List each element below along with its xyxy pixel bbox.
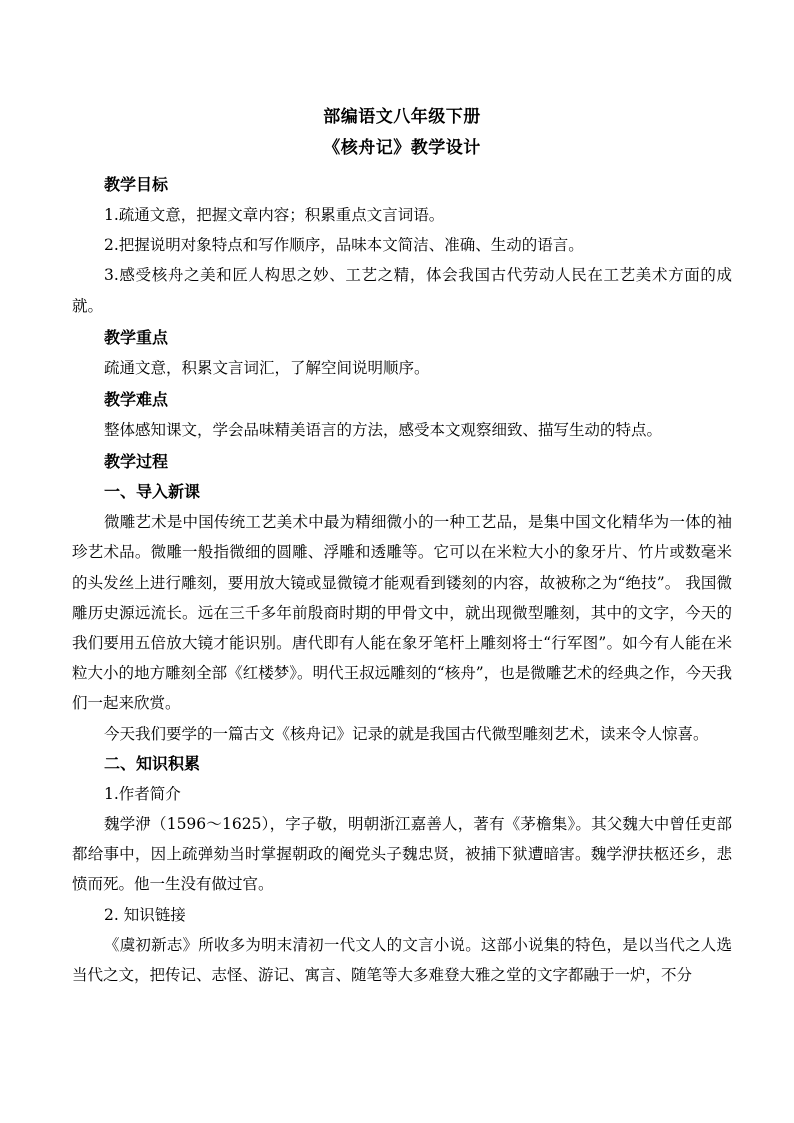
document-title-line1: 部编语文八年级下册 bbox=[323, 107, 481, 127]
section-heading-process: 教学过程 bbox=[104, 452, 169, 472]
section-heading-difficulties: 教学难点 bbox=[104, 390, 169, 410]
author-intro-heading: 1.作者简介 bbox=[104, 784, 181, 803]
section-heading-key-points: 教学重点 bbox=[104, 327, 169, 347]
subsection-heading-intro: 一、导入新课 bbox=[104, 482, 201, 502]
goal-item-1: 1.疏通文意，把握文章内容；积累重点文言词语。 bbox=[104, 206, 445, 224]
knowledge-link-text: 《虞初新志》所收多为明末清初一代文人的文言小说。这部小说集的特色，是以当代之人选当代之文，把传记、志怪、游记、寓言、随笔等大多难登大雅之堂的文字都融于一炉，不分 bbox=[72, 935, 732, 985]
intro-paragraph-2: 今天我们要学的一篇古文《核舟记》记录的就是我国古代微型雕刻艺术，读来令人惊喜。 bbox=[104, 724, 709, 743]
document-title-line2: 《核舟记》教学设计 bbox=[323, 138, 481, 158]
key-points-text: 疏通文意，积累文言词汇，了解空间说明顺序。 bbox=[104, 358, 430, 377]
goal-item-3: 3.感受核舟之美和匠人构思之妙、工艺之精，体会我国古代劳动人民在工艺美术方面的成就。 bbox=[72, 266, 732, 315]
section-heading-goals: 教学目标 bbox=[104, 175, 169, 194]
document-body bbox=[72, 102, 732, 990]
knowledge-link-heading: 2. 知识链接 bbox=[104, 905, 186, 924]
subsection-heading-knowledge: 二、知识积累 bbox=[104, 753, 201, 773]
author-intro-text: 魏学洢（1596～1625），字子敬，明朝浙江嘉善人，著有《茅檐集》。其父魏大中曾任吏部都给事中，因上疏弹劾当时掌握朝政的阉党头子魏忠贤，被捕下狱遭暗害。魏学洢扶柩还乡，悲愤而死。他一生没有做过官。 bbox=[72, 815, 732, 894]
difficulties-text: 整体感知课文，学会品味精美语言的方法，感受本文观察细致、描写生动的特点。 bbox=[104, 421, 663, 440]
goal-item-2: 2.把握说明对象特点和写作顺序，品味本文简洁、准确、生动的语言。 bbox=[104, 236, 584, 255]
intro-paragraph-1: 微雕艺术是中国传统工艺美术中最为精细微小的一种工艺品，是集中国文化精华为一体的袖珍艺术品。微雕一般指微细的圆雕、浮雕和透雕等。它可以在米粒大小的象牙片、竹片或数毫米的头发丝上进行雕刻，要用放大镜或显微镜才能观看到镂刻的内容，故被称之为“绝技”。 我国微雕历史源远流长。远在三千多年前殷商时期的甲骨文中，就出现微型雕刻，其中的文字，今天的我们要用五倍放大镜才能识别。唐代即有人能在象牙笔杆上雕刻将士“行军图”。如今有人能在米粒大小的地方雕刻全部《红楼梦》。明代王叔远雕刻的“核舟”，也是微雕艺术的经典之作，今天我们一起来欣赏。 bbox=[72, 513, 732, 713]
